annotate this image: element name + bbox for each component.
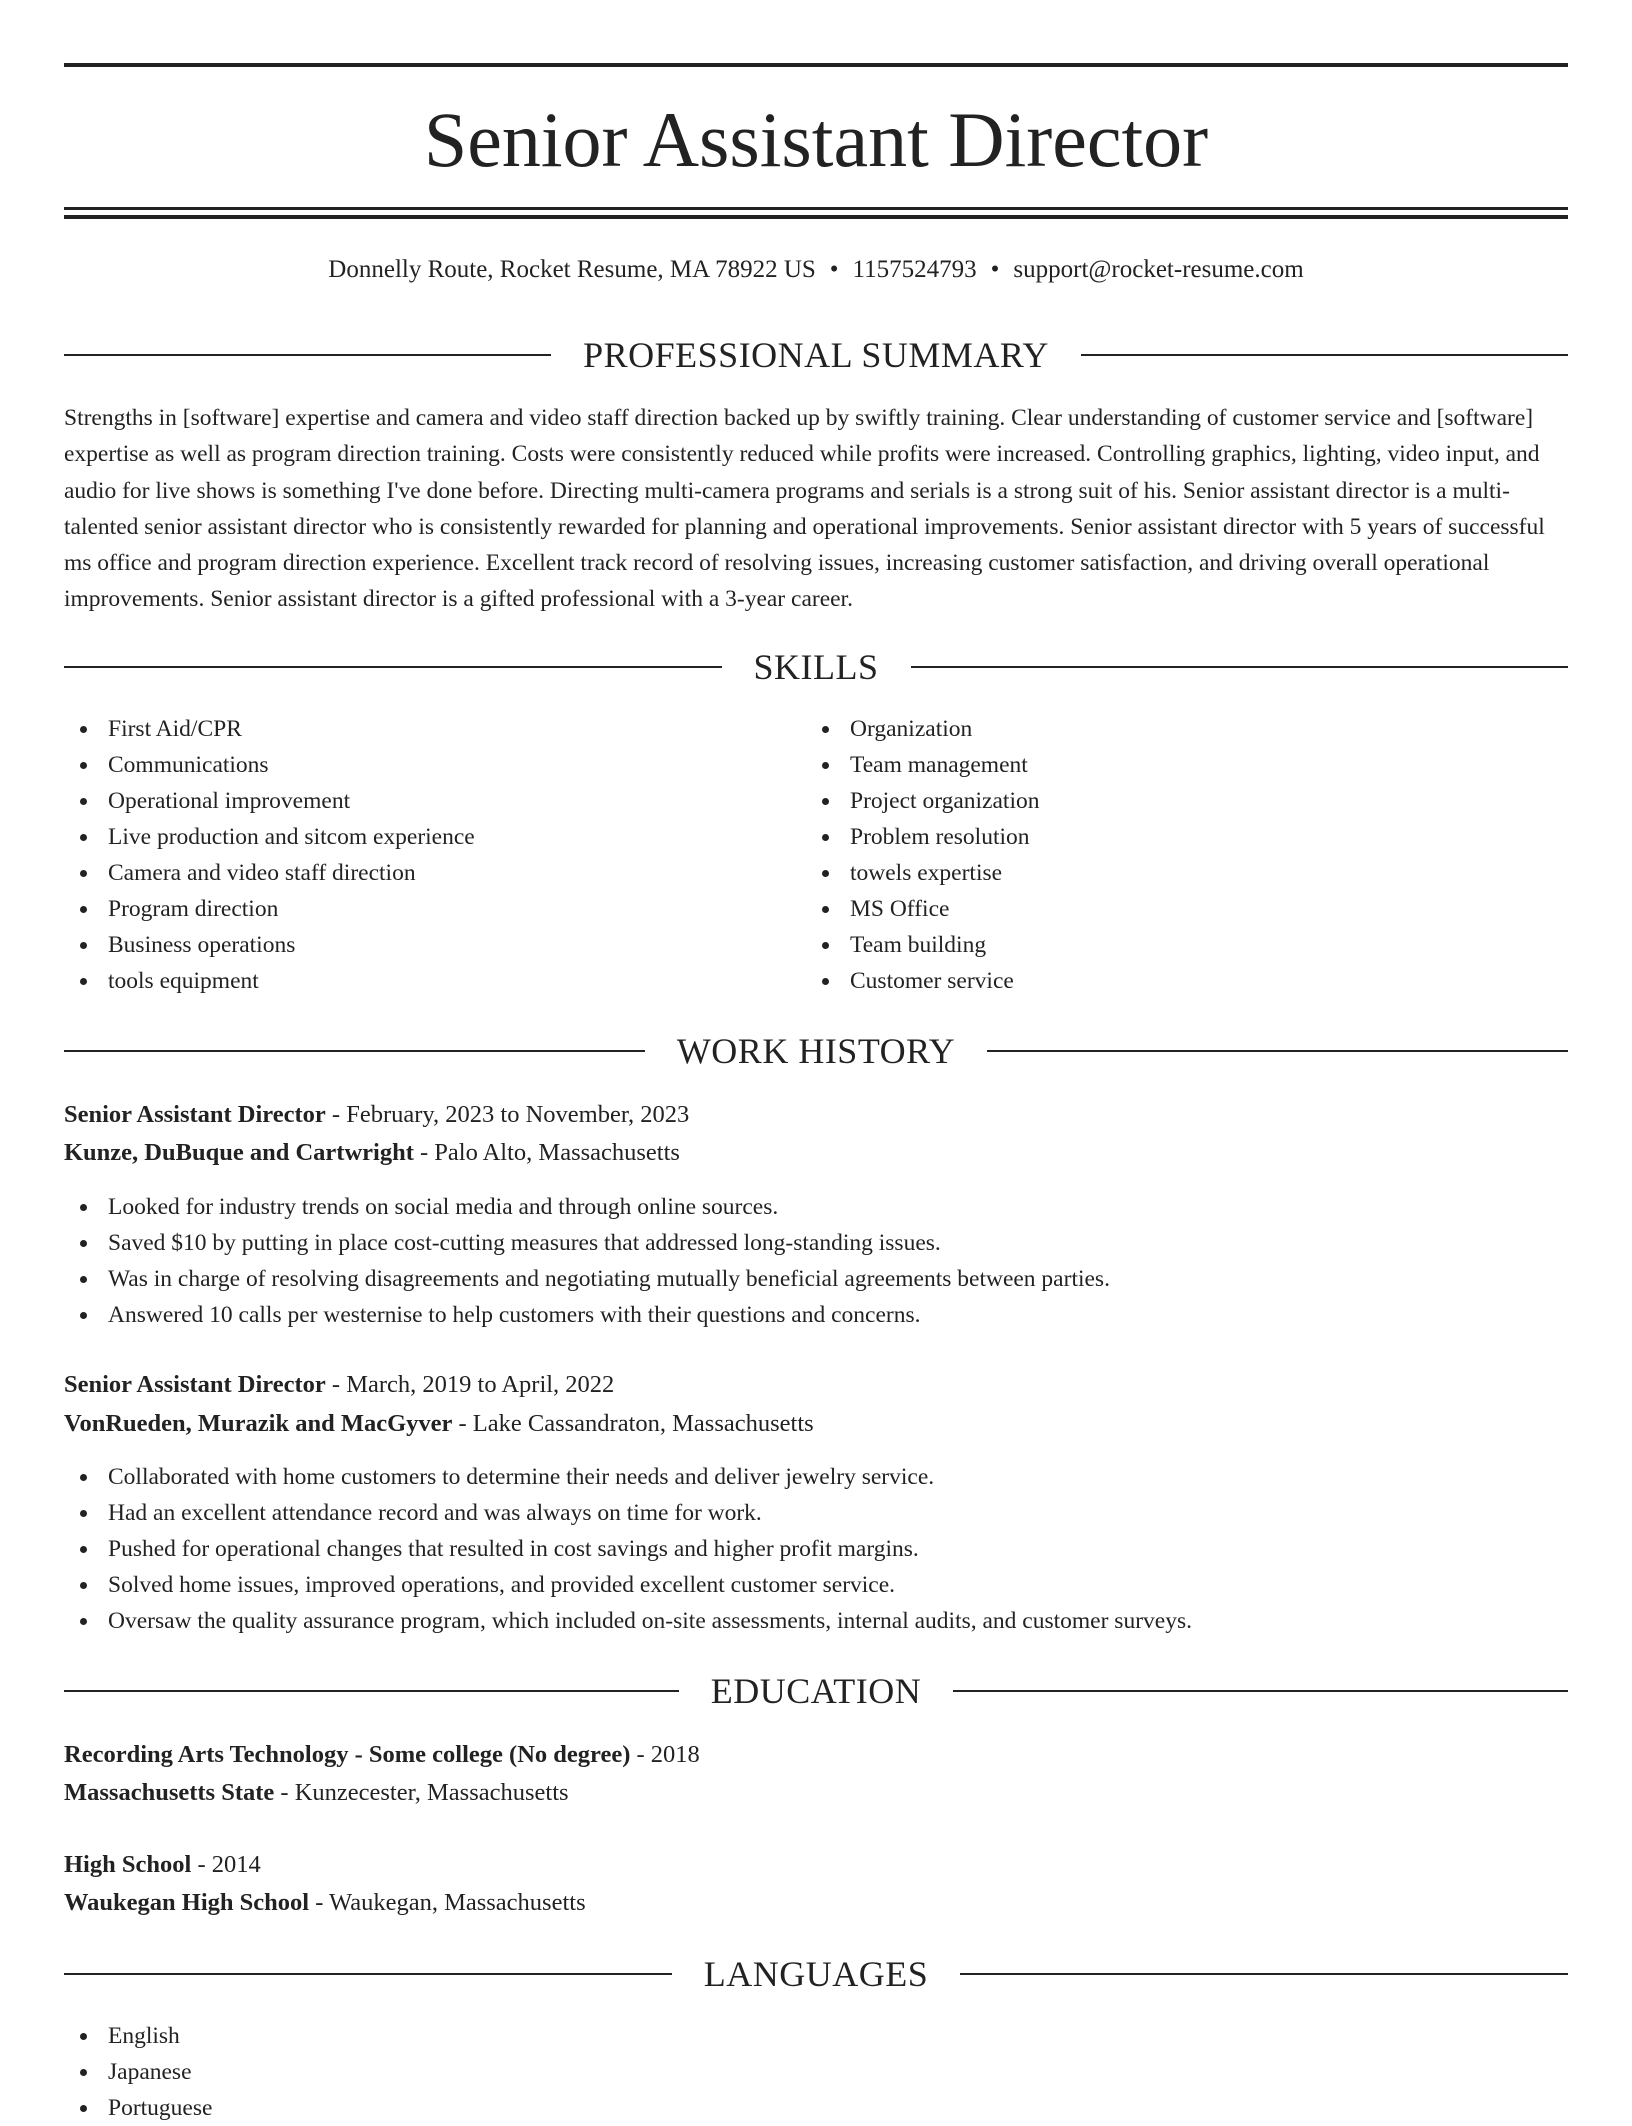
heading-rule-left — [64, 1050, 645, 1052]
job-bullet: Saved $10 by putting in place cost-cutting measures that addressed long-standing issues. — [64, 1225, 1568, 1261]
job-dates: - March, 2019 to April, 2022 — [325, 1371, 615, 1398]
bullet-icon — [80, 2069, 87, 2076]
section-title: LANGUAGES — [703, 1954, 929, 1994]
skill-item: Team building — [806, 927, 1506, 963]
education-location: - Kunzecester, Massachusetts — [274, 1779, 569, 1806]
bullet-icon — [80, 2033, 87, 2040]
summary-text: Strengths in [software] expertise and camera and video staff direction backed up by swiftly training. Clear understanding of customer service and [software] expertise as well as program direction training. Costs were consistently reduced while profits were increased. Controlling graphics, lighting, video input, and audio for live shows is something I've done before. Directing multi-camera programs and serials is a strong suit of his. Senior assistant director is a multi-talented senior assistant director who is consistently rewarded for planning and operational improvements. Senior assistant director with 5 years of successful ms office and program direction experience. Excellent track record of resolving issues, increasing customer satisfaction, and driving overall operational improvements. Senior assistant director is a gifted professional with a 3-year career. — [64, 405, 1545, 613]
skill-item: tools equipment — [64, 963, 764, 999]
job-company-line — [64, 1405, 1568, 1443]
heading-rule-right — [960, 1973, 1568, 1975]
heading-rule-right — [953, 1690, 1568, 1692]
bullet-icon — [80, 1582, 87, 1589]
heading-rule-right — [911, 666, 1569, 668]
bullet-icon — [80, 726, 87, 733]
resume-title: Senior Assistant Director — [423, 96, 1209, 183]
job-title: Senior Assistant Director — [64, 1101, 326, 1128]
job-company-line — [64, 1134, 1568, 1172]
contact-email: support@rocket-resume.com — [1013, 256, 1304, 283]
contact-separator: • — [829, 256, 839, 283]
language-item: Portuguese — [64, 2090, 1568, 2126]
skill-item: Problem resolution — [806, 819, 1506, 855]
bullet-icon — [822, 906, 829, 913]
job-title-line — [64, 1096, 1568, 1134]
contact-phone: 1157524793 — [852, 256, 977, 283]
skills-column-right — [806, 711, 1506, 999]
job-bullet: Pushed for operational changes that resulted in cost savings and higher profit margins. — [64, 1531, 1568, 1567]
bullet-icon — [80, 978, 87, 985]
job-dates: - February, 2023 to November, 2023 — [325, 1101, 690, 1128]
job-company: Kunze, DuBuque and Cartwright — [64, 1139, 414, 1166]
section-title: SKILLS — [753, 647, 879, 687]
education-degree-line — [64, 1736, 1568, 1774]
job-bullet: Looked for industry trends on social media and through online sources. — [64, 1189, 1568, 1225]
skill-item: MS Office — [806, 891, 1506, 927]
section-heading-summary — [64, 333, 1568, 377]
skill-item: towels expertise — [806, 855, 1506, 891]
job-bullet: Oversaw the quality assurance program, which included on-site assessments, internal audits, and customer surveys. — [64, 1603, 1568, 1639]
skill-item: Communications — [64, 747, 764, 783]
job-location: - Lake Cassandraton, Massachusetts — [452, 1410, 814, 1437]
skills-column-left — [64, 711, 764, 999]
header-bottom-rule-2 — [64, 215, 1568, 219]
bullet-icon — [80, 798, 87, 805]
heading-rule-left — [64, 1690, 679, 1692]
education-degree-line — [64, 1846, 1568, 1884]
skill-item: Program direction — [64, 891, 764, 927]
job-bullet: Answered 10 calls per westernise to help customers with their questions and concerns. — [64, 1297, 1568, 1333]
bullet-icon — [80, 1474, 87, 1481]
job-title-line — [64, 1366, 1568, 1404]
bullet-icon — [822, 726, 829, 733]
education-year: - 2014 — [191, 1851, 261, 1878]
bullet-icon — [80, 2105, 87, 2112]
heading-rule-left — [64, 666, 722, 668]
bullet-icon — [80, 1546, 87, 1553]
section-heading-languages — [64, 1952, 1568, 1996]
education-school: Massachusetts State — [64, 1779, 275, 1806]
section-title: WORK HISTORY — [676, 1031, 956, 1071]
bullet-icon — [822, 834, 829, 841]
contact-separator: • — [990, 256, 1000, 283]
education-school: Waukegan High School — [64, 1889, 310, 1916]
education-location: - Waukegan, Massachusetts — [309, 1889, 586, 1916]
bullet-icon — [80, 834, 87, 841]
bullet-icon — [80, 870, 87, 877]
section-heading-skills — [64, 645, 1568, 689]
education-school-line — [64, 1774, 1568, 1812]
job-title: Senior Assistant Director — [64, 1371, 326, 1398]
section-title: EDUCATION — [710, 1671, 922, 1711]
header-bottom-rule-1 — [64, 207, 1568, 210]
bullet-icon — [80, 942, 87, 949]
bullet-icon — [80, 1618, 87, 1625]
section-heading-education — [64, 1669, 1568, 1713]
job-bullets — [64, 1459, 1568, 1639]
job-location: - Palo Alto, Massachusetts — [413, 1139, 680, 1166]
bullet-icon — [80, 1276, 87, 1283]
section-heading-work — [64, 1029, 1568, 1073]
job-company: VonRueden, Murazik and MacGyver — [64, 1410, 453, 1437]
heading-rule-right — [987, 1050, 1568, 1052]
bullet-icon — [80, 1510, 87, 1517]
bullet-icon — [80, 1204, 87, 1211]
language-item: English — [64, 2018, 1568, 2054]
skill-item: Project organization — [806, 783, 1506, 819]
bullet-icon — [822, 870, 829, 877]
contact-line — [64, 252, 1568, 288]
bullet-icon — [822, 978, 829, 985]
bullet-icon — [822, 762, 829, 769]
job-bullet: Had an excellent attendance record and was always on time for work. — [64, 1495, 1568, 1531]
skill-item: Live production and sitcom experience — [64, 819, 764, 855]
bullet-icon — [822, 798, 829, 805]
header-top-rule — [64, 63, 1568, 67]
education-school-line — [64, 1884, 1568, 1922]
job-bullet: Collaborated with home customers to determine their needs and deliver jewelry service. — [64, 1459, 1568, 1495]
job-bullet: Was in charge of resolving disagreements and negotiating mutually beneficial agreements between parties. — [64, 1261, 1568, 1297]
education-year: - 2018 — [630, 1741, 700, 1768]
language-list — [64, 2018, 1568, 2126]
heading-rule-left — [64, 1973, 672, 1975]
bullet-icon — [80, 1312, 87, 1319]
skill-item: Organization — [806, 711, 1506, 747]
bullet-icon — [80, 1240, 87, 1247]
job-bullets — [64, 1189, 1568, 1333]
bullet-icon — [80, 762, 87, 769]
contact-address: Donnelly Route, Rocket Resume, MA 78922 US — [328, 256, 816, 283]
heading-rule-left — [64, 354, 551, 356]
job-bullet: Solved home issues, improved operations, and provided excellent customer service. — [64, 1567, 1568, 1603]
language-item: Japanese — [64, 2054, 1568, 2090]
skill-item: Customer service — [806, 963, 1506, 999]
bullet-icon — [822, 942, 829, 949]
bullet-icon — [80, 906, 87, 913]
skill-item: Business operations — [64, 927, 764, 963]
skill-item: Operational improvement — [64, 783, 764, 819]
education-degree: Recording Arts Technology - Some college (No degree) — [64, 1741, 631, 1768]
heading-rule-right — [1081, 354, 1568, 356]
skill-item: Camera and video staff direction — [64, 855, 764, 891]
skill-item: Team management — [806, 747, 1506, 783]
section-title: PROFESSIONAL SUMMARY — [583, 335, 1049, 375]
skill-item: First Aid/CPR — [64, 711, 764, 747]
education-degree: High School — [64, 1851, 192, 1878]
